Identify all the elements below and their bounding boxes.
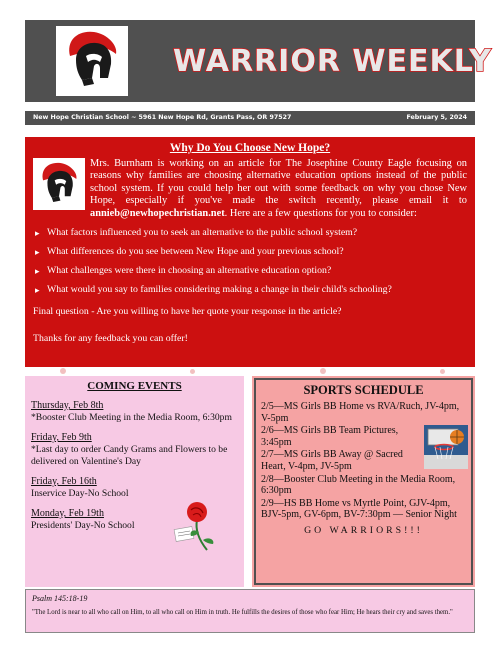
newsletter-title: WARRIOR WEEKLY <box>173 44 492 79</box>
schedule-item: 2/5—MS Girls BB Home vs RVA/Ruch, JV-4pm, V-5pm <box>261 401 460 424</box>
spartan-helmet-icon <box>56 26 128 96</box>
schedule-item: 2/8—Booster Club Meeting in the Media Room, 6:30pm <box>261 473 456 497</box>
psalm-reference: Psalm 145:18-19 <box>32 594 88 603</box>
basketball-hoop-icon <box>424 425 468 469</box>
event-item <box>31 476 238 500</box>
event-item <box>31 400 238 424</box>
info-bar <box>25 111 475 125</box>
sports-schedule <box>252 376 475 587</box>
schedule-item: 2/7—MS Girls BB Away @ Sacred Heart, V-4pm, JV-5pm <box>261 449 403 472</box>
event-date: Friday, Feb 9th <box>31 432 92 443</box>
event-date: Friday, Feb 16th <box>31 476 97 487</box>
issue-date: February 5, 2024 <box>406 114 467 121</box>
coming-events <box>25 376 244 587</box>
decorative-dot <box>440 369 445 374</box>
list-item: ▸ What challenges were there in choosing an alternative education option? <box>33 265 467 277</box>
question-list <box>33 227 467 296</box>
article-body-outro: . Here are a few questions for you to consider: <box>224 207 417 219</box>
thanks-note: Thanks for any feedback you can offer! <box>33 333 188 345</box>
rose-icon <box>173 500 219 552</box>
schedule-item: 2/9—HS BB Home vs Myrtle Point, GJV-4pm, BJV-5pm, GV-6pm, BV-7:30pm — Senior Night <box>261 497 457 521</box>
event-text: *Booster Club Meeting in the Media Room, 6:30pm <box>31 412 232 423</box>
list-item: ▸ What factors influenced you to seek an alternative to the public school system? <box>33 227 467 239</box>
masthead <box>25 20 492 102</box>
article-title: Why Do You Choose New Hope? <box>169 142 331 154</box>
psalm-text: "The Lord is near to all who call on Him, to all who call on Him in truth. He fulfills the desires of those who fear Him; He hears their cry and saves them." <box>32 609 453 616</box>
decorative-dot <box>190 369 195 374</box>
event-date: Thursday, Feb 8th <box>31 400 104 411</box>
article-body <box>33 158 467 220</box>
event-text: Presidents' Day-No School <box>31 520 135 531</box>
school-address: New Hope Christian School ~ 5961 New Hope Rd, Grants Pass, OR 97527 <box>33 114 292 121</box>
article-body-intro: Mrs. Burnham is working on an article for The Josephine County Eagle focusing on reasons why families are choosing alternative education options instead of the public school system. If you could help her out with some feedback on why you chose New Hope, especially if you've made the switch recently, please email it to <box>90 158 467 207</box>
list-item: ▸ What would you say to families considering making a change in their child's schooling? <box>33 284 467 296</box>
psalm-box <box>25 589 475 633</box>
final-question: Final question - Are you willing to have her quote your response in the article? <box>33 306 342 318</box>
sports-title: SPORTS SCHEDULE <box>303 383 424 397</box>
event-text: Inservice Day-No School <box>31 488 129 499</box>
decorative-dot <box>60 368 66 374</box>
schedule-item: 2/6—MS Girls BB Team Pictures, 3:45pm <box>261 425 399 448</box>
contact-email[interactable]: annieb@newhopechristian.net <box>90 207 225 219</box>
decorative-dot <box>320 368 326 374</box>
events-title: COMING EVENTS <box>87 380 182 392</box>
article-logo <box>33 158 85 210</box>
go-warriors: GO WARRIORS!!! <box>304 524 423 536</box>
event-date: Monday, Feb 19th <box>31 508 104 519</box>
spartan-helmet-icon <box>33 158 85 210</box>
feature-article <box>25 137 475 367</box>
spartan-logo <box>56 26 128 96</box>
sports-panel <box>254 378 473 585</box>
event-item <box>31 432 238 468</box>
event-text: *Last day to order Candy Grams and Flowers to be delivered on Valentine's Day <box>31 444 228 467</box>
list-item: ▸ What differences do you see between New Hope and your previous school? <box>33 246 467 258</box>
